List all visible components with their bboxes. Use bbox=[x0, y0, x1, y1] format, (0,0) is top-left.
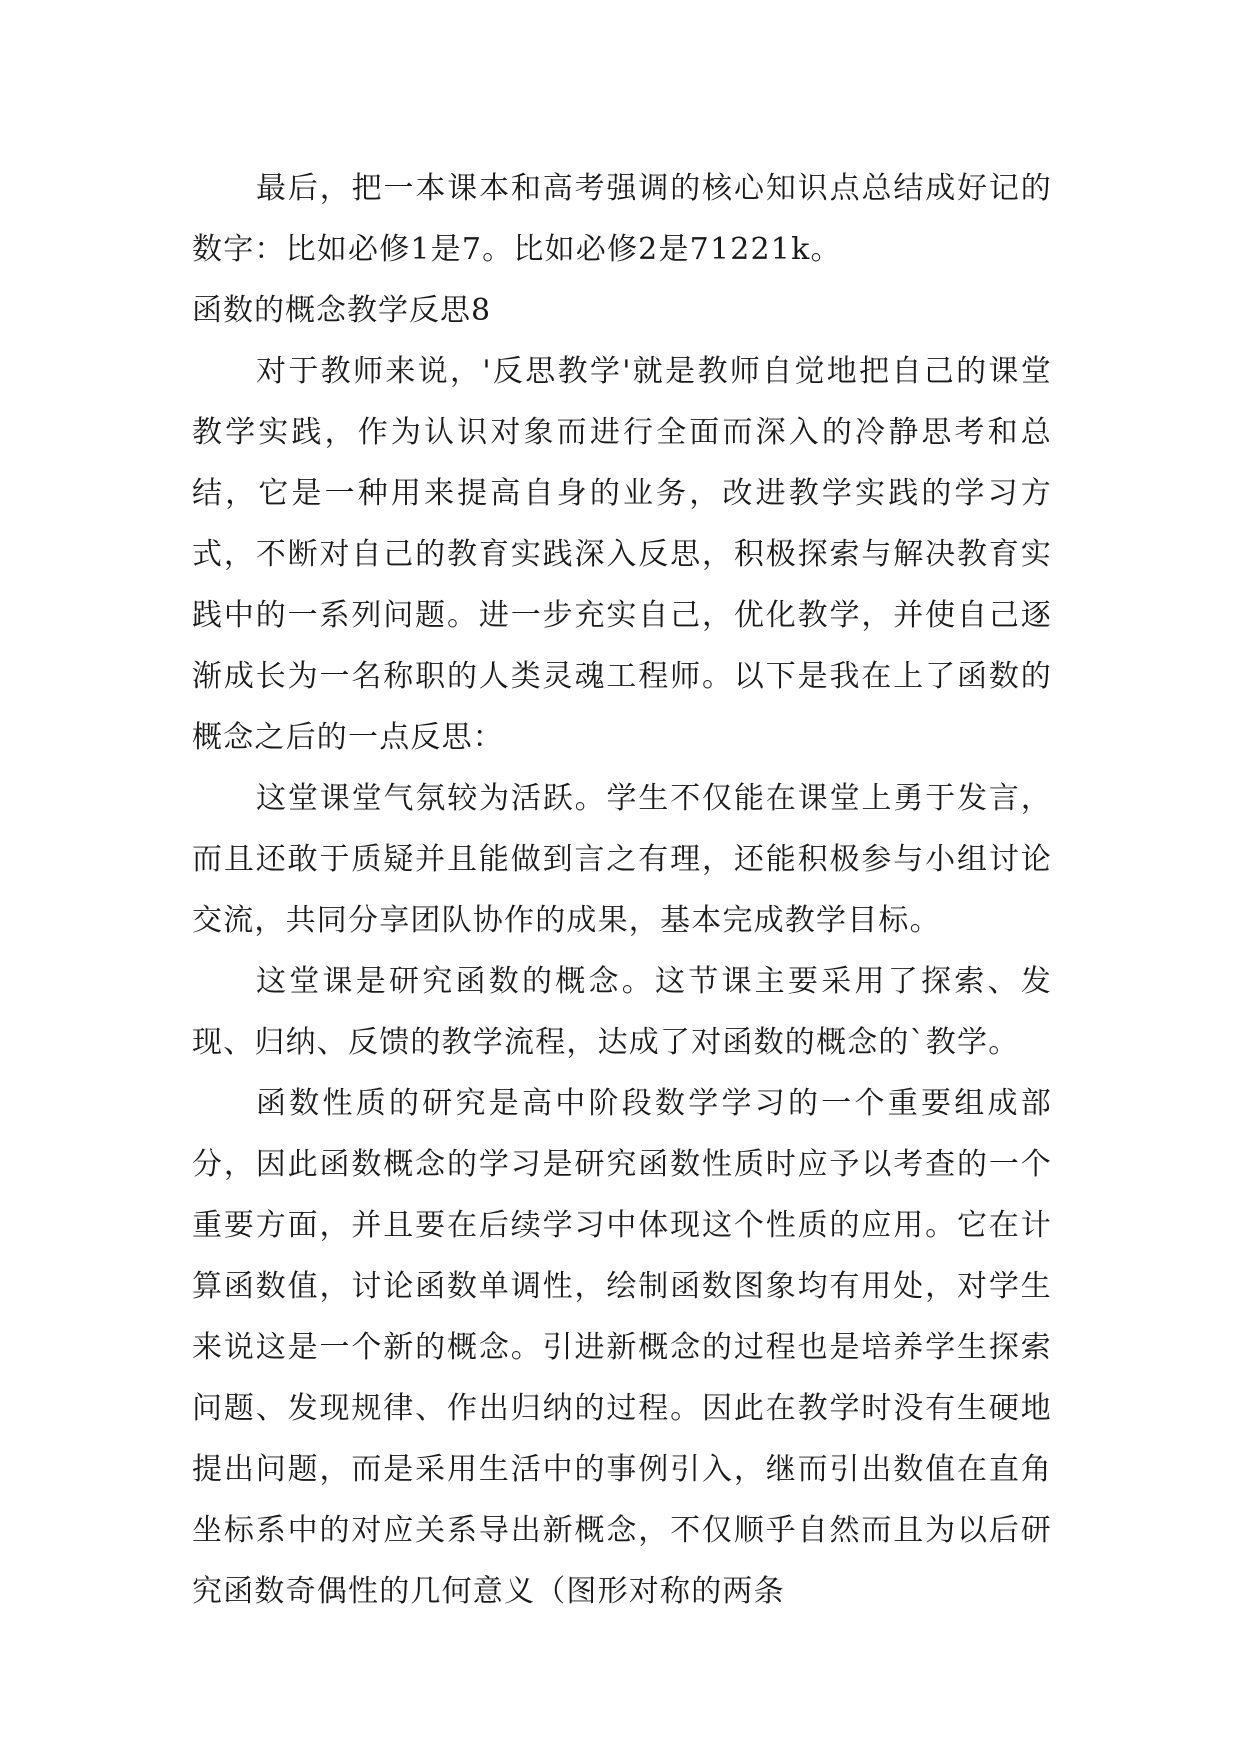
paragraph-function-properties: 函数性质的研究是高中阶段数学学习的一个重要组成部分，因此函数概念的学习是研究函数性质时应予以考查的一个重要方面，并且要在后续学习中体现这个性质的应用。它在计算函数值，讨论函数单调性，绘制函数图象均有用处，对学生来说这是一个新的概念。引进新概念的过程也是培养学生探索问题、发现规律、作出归纳的过程。因此在教学时没有生硬地提出问题，而是采用生活中的事例引入，继而引出数值在直角坐标系中的对应关系导出新概念，不仅顺乎自然而且为以后研究函数奇偶性的几何意义（图形对称的两条 bbox=[192, 1086, 1052, 1609]
section-heading: 函数的概念教学反思8 bbox=[192, 293, 492, 328]
paragraph-summary-tip: 最后，把一本课本和高考强调的核心知识点总结成好记的数字：比如必修1是7。比如必修2是71221k。 bbox=[192, 171, 1052, 267]
paragraph-lesson-topic: 这堂课是研究函数的概念。这节课主要采用了探索、发现、归纳、反馈的教学流程，达成了对函数的概念的`教学。 bbox=[192, 964, 1052, 1060]
paragraph-reflective-teaching: 对于教师来说，'反思教学'就是教师自觉地把自己的课堂教学实践，作为认识对象而进行全面而深入的冷静思考和总结，它是一种用来提高自身的业务，改进教学实践的学习方式，不断对自己的教育实践深入反思，积极探索与解决教育实践中的一系列问题。进一步充实自己，优化教学，并使自己逐渐成长为一名称职的人类灵魂工程师。以下是我在上了函数的概念之后的一点反思： bbox=[192, 354, 1052, 755]
paragraph-classroom-atmosphere: 这堂课堂气氛较为活跃。学生不仅能在课堂上勇于发言，而且还敢于质疑并且能做到言之有理，还能积极参与小组讨论交流，共同分享团队协作的成果，基本完成教学目标。 bbox=[192, 781, 1052, 938]
document-body bbox=[192, 158, 1052, 1622]
